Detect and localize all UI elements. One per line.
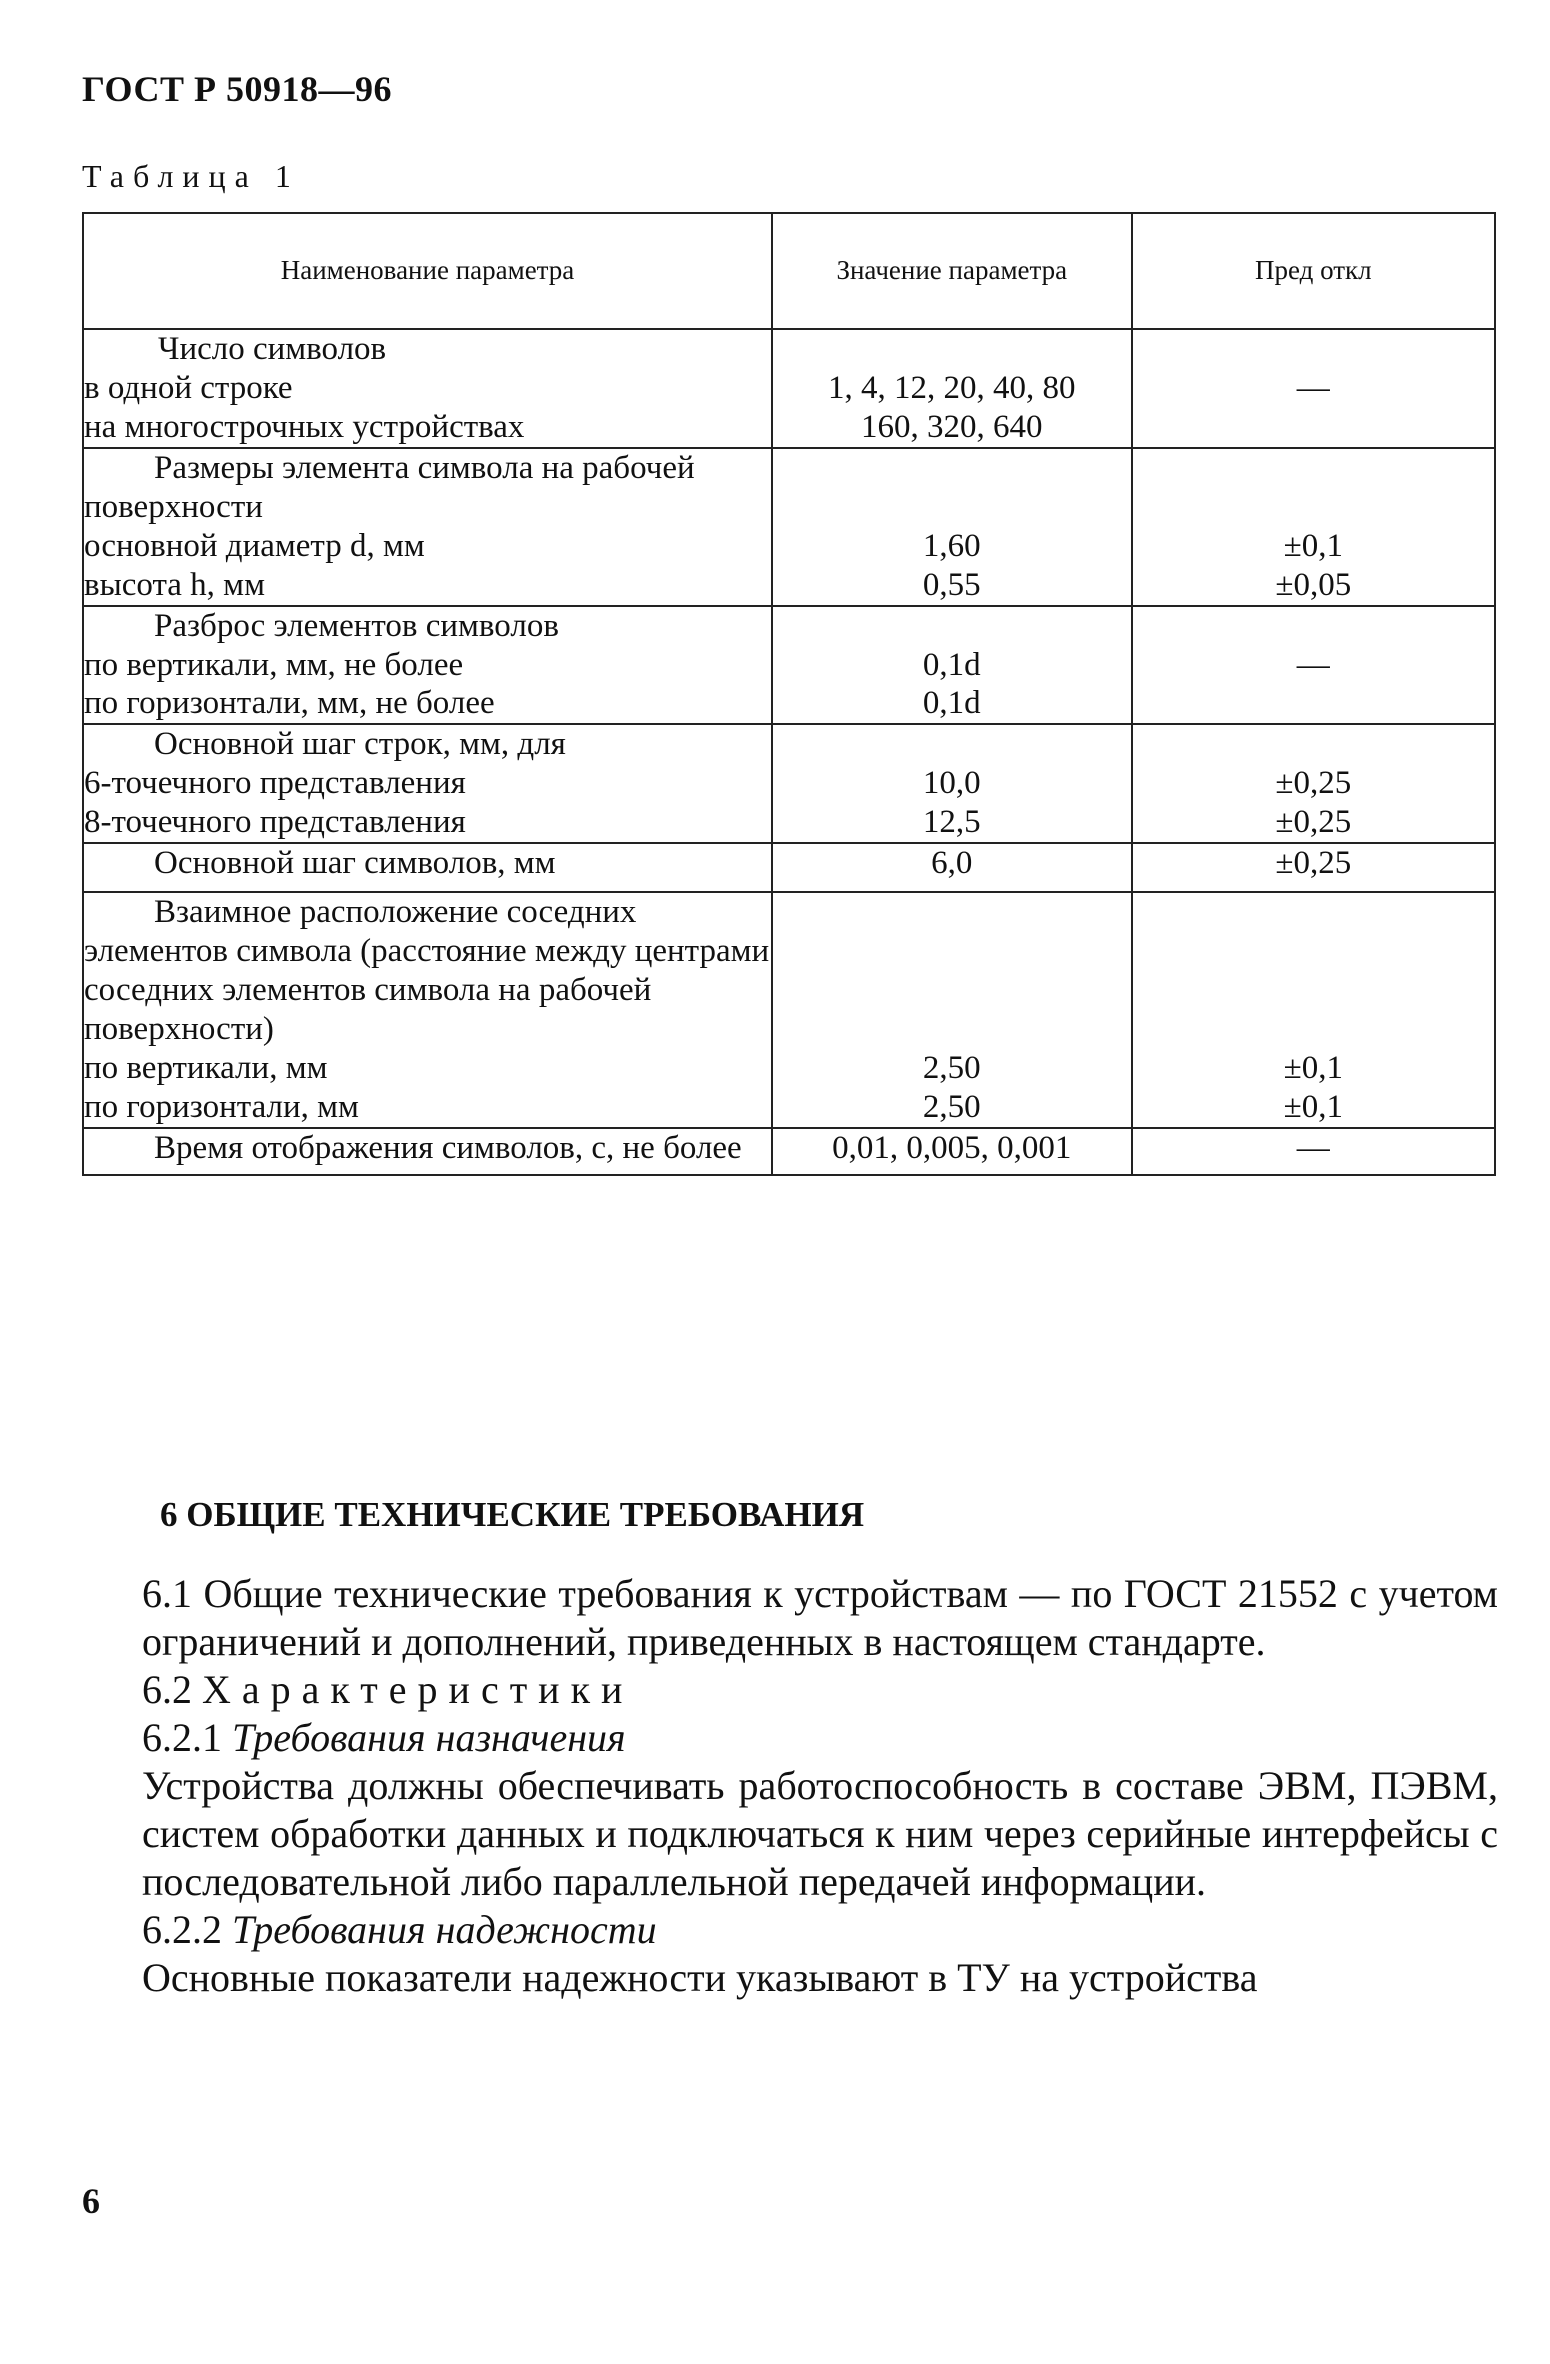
table-row — [83, 843, 1495, 892]
param-value — [772, 892, 1132, 1049]
heading-number: 6.2.2 — [142, 1907, 222, 1952]
table-row — [83, 803, 1495, 843]
table-row — [83, 408, 1495, 448]
param-value: 0,1d — [772, 646, 1132, 685]
paragraph-6-2-1: Устройства должны обеспечивать работоспособность в составе ЭВМ, ПЭВМ, систем обработки данных и подключаться к ним через серийные интерфейсы с последовательной либо параллельной передачей информации. — [142, 1763, 1498, 1904]
param-name: по горизонтали, мм — [83, 1088, 772, 1128]
heading-6-2-1 — [82, 1714, 1498, 1762]
param-name: на многострочных устройствах — [83, 408, 772, 448]
heading-number: 6.2.1 — [142, 1715, 222, 1760]
param-value: 1,60 — [772, 527, 1132, 566]
section-body — [82, 1570, 1498, 2002]
param-deviation — [1132, 329, 1495, 369]
table-row — [83, 1128, 1495, 1175]
table-row — [83, 892, 1495, 1049]
param-value: 160, 320, 640 — [772, 408, 1132, 448]
table-row — [83, 329, 1495, 369]
param-name: основной диаметр d, мм — [83, 527, 772, 566]
table-caption: Таблица 1 — [82, 158, 300, 194]
table-header-row — [83, 213, 1495, 329]
param-deviation: — — [1132, 1128, 1495, 1175]
param-value: 0,1d — [772, 684, 1132, 724]
param-value: 0,55 — [772, 566, 1132, 606]
param-deviation: ±0,1 — [1132, 527, 1495, 566]
param-value: 2,50 — [772, 1049, 1132, 1088]
param-deviation — [1132, 892, 1495, 1049]
param-value: 1, 4, 12, 20, 40, 80 — [772, 369, 1132, 408]
param-name: Время отображения символов, с, не более — [83, 1128, 772, 1175]
param-name: 6-точечного представления — [83, 764, 772, 803]
param-deviation — [1132, 448, 1495, 527]
param-deviation: — — [1132, 646, 1495, 685]
param-deviation — [1132, 684, 1495, 724]
table-row — [83, 724, 1495, 764]
param-value — [772, 606, 1132, 646]
param-name: Основной шаг символов, мм — [83, 843, 772, 892]
param-deviation: — — [1132, 369, 1495, 408]
param-deviation: ±0,1 — [1132, 1088, 1495, 1128]
param-deviation: ±0,1 — [1132, 1049, 1495, 1088]
heading-text: Требования назначения — [232, 1715, 626, 1760]
param-deviation — [1132, 408, 1495, 448]
param-name: по вертикали, мм, не более — [83, 646, 772, 685]
param-name: высота h, мм — [83, 566, 772, 606]
param-name: Взаимное расположение соседних элементов символа (расстояние между центрами соседних элементов символа на рабочей поверхности) — [83, 892, 772, 1049]
parameters-table — [82, 212, 1496, 1176]
column-header-name: Наименование параметра — [83, 213, 772, 329]
param-value: 10,0 — [772, 764, 1132, 803]
heading-6-2 — [82, 1666, 1498, 1714]
column-header-value: Значение параметра — [772, 213, 1132, 329]
document-id: ГОСТ Р 50918—96 — [82, 69, 392, 109]
param-name: Размеры элемента символа на рабочей поверхности — [83, 448, 772, 527]
param-deviation: ±0,25 — [1132, 803, 1495, 843]
table-row — [83, 1088, 1495, 1128]
param-value: 6,0 — [772, 843, 1132, 892]
param-name: Основной шаг строк, мм, для — [83, 724, 772, 764]
table-row — [83, 684, 1495, 724]
param-name: Разброс элементов символов — [83, 606, 772, 646]
param-value: 2,50 — [772, 1088, 1132, 1128]
heading-number: 6.2 — [142, 1667, 192, 1712]
table-row — [83, 369, 1495, 408]
param-value — [772, 724, 1132, 764]
paragraph-6-1: 6.1 Общие технические требования к устройствам — по ГОСТ 21552 с учетом ограничений и дополнений, приведенных в настоящем стандарте. — [142, 1571, 1498, 1664]
table-row — [83, 566, 1495, 606]
table-row — [83, 1049, 1495, 1088]
param-value — [772, 448, 1132, 527]
table-row — [83, 606, 1495, 646]
param-name: в одной строке — [83, 369, 772, 408]
page-number: 6 — [82, 2181, 100, 2221]
param-value — [772, 329, 1132, 369]
table-row — [83, 448, 1495, 527]
param-name: Число символов — [83, 329, 772, 369]
heading-text: Характеристики — [202, 1667, 634, 1712]
param-value: 0,01, 0,005, 0,001 — [772, 1128, 1132, 1175]
param-deviation — [1132, 606, 1495, 646]
param-deviation — [1132, 724, 1495, 764]
heading-6-2-2 — [82, 1906, 1498, 1954]
table-row — [83, 764, 1495, 803]
param-value: 12,5 — [772, 803, 1132, 843]
column-header-deviation: Пред откл — [1132, 213, 1495, 329]
param-deviation: ±0,25 — [1132, 843, 1495, 892]
paragraph-6-2-2: Основные показатели надежности указывают в ТУ на устройства — [142, 1955, 1258, 2000]
param-name: 8-точечного представления — [83, 803, 772, 843]
table-row — [83, 527, 1495, 566]
param-deviation: ±0,05 — [1132, 566, 1495, 606]
heading-text: Требования надежности — [232, 1907, 657, 1952]
param-deviation: ±0,25 — [1132, 764, 1495, 803]
param-name: по горизонтали, мм, не более — [83, 684, 772, 724]
param-name: по вертикали, мм — [83, 1049, 772, 1088]
section-title: 6 ОБЩИЕ ТЕХНИЧЕСКИЕ ТРЕБОВАНИЯ — [160, 1495, 865, 1534]
table-row — [83, 646, 1495, 685]
